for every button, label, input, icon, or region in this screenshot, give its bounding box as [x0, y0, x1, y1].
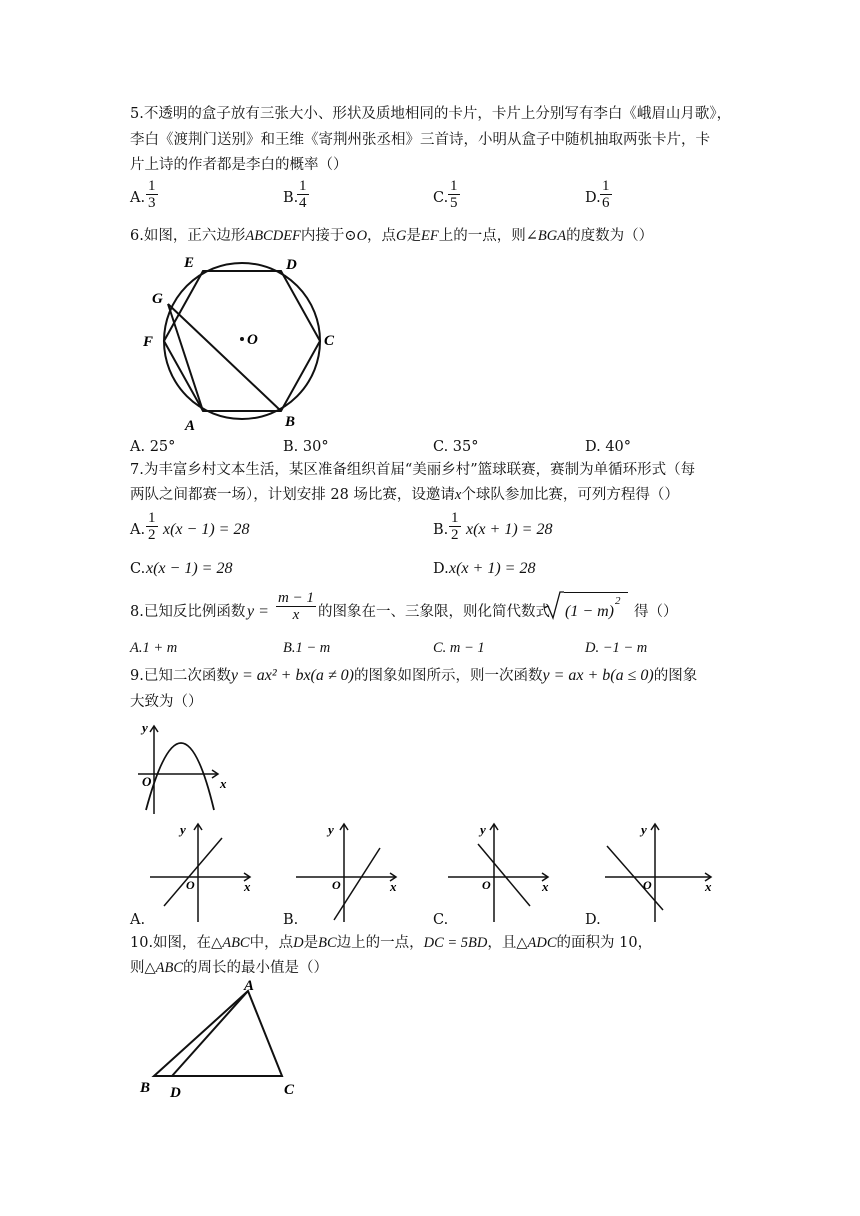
q5-option-c-label[interactable]: C.: [433, 190, 449, 206]
q9-a-origin-label: O: [186, 878, 195, 892]
q5-line-2: 李白《渡荆门送别》和王维《寄荆州张丞相》三首诗，小明从盒子中随机抽取两张卡片，卡: [130, 132, 710, 148]
q9-b-x-label: x: [390, 879, 397, 894]
q10-triangle-figure: [132, 976, 332, 1106]
q10-stem-line-1: 10.如图，在△ABC中，点D是BC边上的一点，DC = 5BD，且△ADC的面积为 10，: [130, 935, 653, 951]
q10-label-c: C: [284, 1082, 295, 1098]
q9-stem-line-2: 大致为（）: [130, 694, 203, 710]
q9-d-x-label: x: [705, 879, 712, 894]
q7-option-c-expr: x(x − 1) = 28: [146, 560, 233, 577]
q6-option-c[interactable]: C. 35°: [433, 439, 479, 455]
q8-exponent: 2: [615, 595, 621, 607]
q8-option-d[interactable]: D. −1 − m: [585, 640, 648, 656]
q8-fraction: $\frac{m - 1}{x}$: [278, 590, 314, 623]
q5-option-d-fraction: $\frac{1}{6}$: [602, 178, 610, 211]
q6-label-b: B: [285, 414, 296, 430]
q9-option-d[interactable]: D.: [585, 912, 601, 928]
q6-label-o: O: [247, 332, 258, 348]
q8-middle: 的图象在一、三象限，则化简代数式: [318, 604, 550, 620]
q9-option-d-graph[interactable]: [603, 822, 723, 922]
q6-stem: 6.如图，正六边形ABCDEF内接于⊙O，点G是EF上的一点，则∠BGA的度数为（）: [130, 228, 654, 244]
q8-prefix: 8.已知反比例函数: [130, 604, 246, 620]
q9-parabola-figure: [132, 718, 252, 818]
q10-stem-line-2: 则△ABC的周长的最小值是（）: [130, 960, 329, 976]
q7-option-d-label[interactable]: D.: [433, 561, 449, 577]
q6-option-d[interactable]: D. 40°: [585, 439, 632, 455]
q7-option-b-half: $\frac{1}{2}$: [451, 510, 459, 543]
q7-line-1: 7.为丰富乡村文本生活，某区准备组织首届“美丽乡村”篮球联赛，赛制为单循环形式（每: [130, 462, 696, 478]
q9-d-origin-label: O: [643, 878, 652, 892]
q5-line-1: 5.不透明的盒子放有三张大小、形状及质地相同的卡片，卡片上分别写有李白《峨眉山月歌》，: [130, 106, 732, 122]
q10-label-b: B: [140, 1080, 151, 1096]
q7-option-a-expr: x(x − 1) = 28: [163, 521, 250, 538]
q10-label-d: D: [170, 1085, 181, 1101]
q7-option-a-label[interactable]: A.: [130, 522, 146, 538]
q8-option-a[interactable]: A.1 + m: [130, 640, 178, 656]
q9-option-a-graph[interactable]: [148, 822, 268, 922]
q5-option-a-fraction: $\frac{1}{3}$: [148, 178, 156, 211]
q9-a-x-label: x: [244, 879, 251, 894]
q9-a-y-label: y: [180, 822, 186, 837]
q6-label-f: F: [143, 334, 154, 350]
q5-line-3: 片上诗的作者都是李白的概率（）: [130, 157, 348, 173]
q9-c-origin-label: O: [482, 878, 491, 892]
q9-parabola-y-label: y: [142, 720, 148, 735]
q6-label-a: A: [185, 418, 196, 434]
q7-line-2: 两队之间都赛一场），计划安排 28 场比赛，设邀请x个球队参加比赛，可列方程得（）: [130, 487, 679, 503]
q9-option-a[interactable]: A.: [130, 912, 146, 928]
q7-option-d-expr: x(x + 1) = 28: [449, 560, 536, 577]
q9-c-y-label: y: [480, 822, 486, 837]
q8-option-c[interactable]: C. m − 1: [433, 640, 485, 656]
q5-option-b-fraction: $\frac{1}{4}$: [299, 178, 307, 211]
q7-option-a-half: $\frac{1}{2}$: [148, 510, 156, 543]
q6-label-d: D: [286, 257, 297, 273]
q9-stem-line-1: 9.已知二次函数y = ax² + bx(a ≠ 0)的图象如图所示，则一次函数y = ax + b(a ≤ 0)的图象: [130, 667, 698, 684]
q6-label-g: G: [152, 291, 163, 307]
q8-radicand: (1 − m): [565, 603, 615, 620]
q9-option-c[interactable]: C.: [433, 912, 449, 928]
q9-option-b-graph[interactable]: [294, 822, 414, 922]
q7-option-b-expr: x(x + 1) = 28: [466, 521, 553, 538]
q8-y-equals: y =: [247, 603, 269, 620]
q6-option-b[interactable]: B. 30°: [283, 439, 329, 455]
q9-option-c-graph[interactable]: [446, 822, 566, 922]
q6-label-e: E: [184, 255, 195, 271]
q8-suffix: 得（）: [634, 604, 678, 620]
q9-b-y-label: y: [328, 822, 334, 837]
q9-c-x-label: x: [542, 879, 549, 894]
q5-option-d-label[interactable]: D.: [585, 190, 601, 206]
q9-b-origin-label: O: [332, 878, 341, 892]
q6-hexagon-figure: [130, 250, 370, 440]
q9-parabola-origin-label: O: [142, 774, 152, 789]
q7-option-c-label[interactable]: C.: [130, 561, 146, 577]
q7-option-b-label[interactable]: B.: [433, 522, 449, 538]
q6-option-a[interactable]: A. 25°: [130, 439, 176, 455]
q5-option-b-label[interactable]: B.: [283, 190, 299, 206]
q9-d-y-label: y: [641, 822, 647, 837]
q8-option-b[interactable]: B.1 − m: [283, 640, 331, 656]
q8-radical-sign: [544, 590, 564, 620]
q9-parabola-x-label: x: [220, 776, 227, 791]
q9-option-b[interactable]: B.: [283, 912, 299, 928]
q5-option-c-fraction: $\frac{1}{5}$: [450, 178, 458, 211]
q10-label-a: A: [244, 978, 255, 994]
q5-option-a-label[interactable]: A.: [130, 190, 146, 206]
q6-label-c: C: [324, 333, 335, 349]
